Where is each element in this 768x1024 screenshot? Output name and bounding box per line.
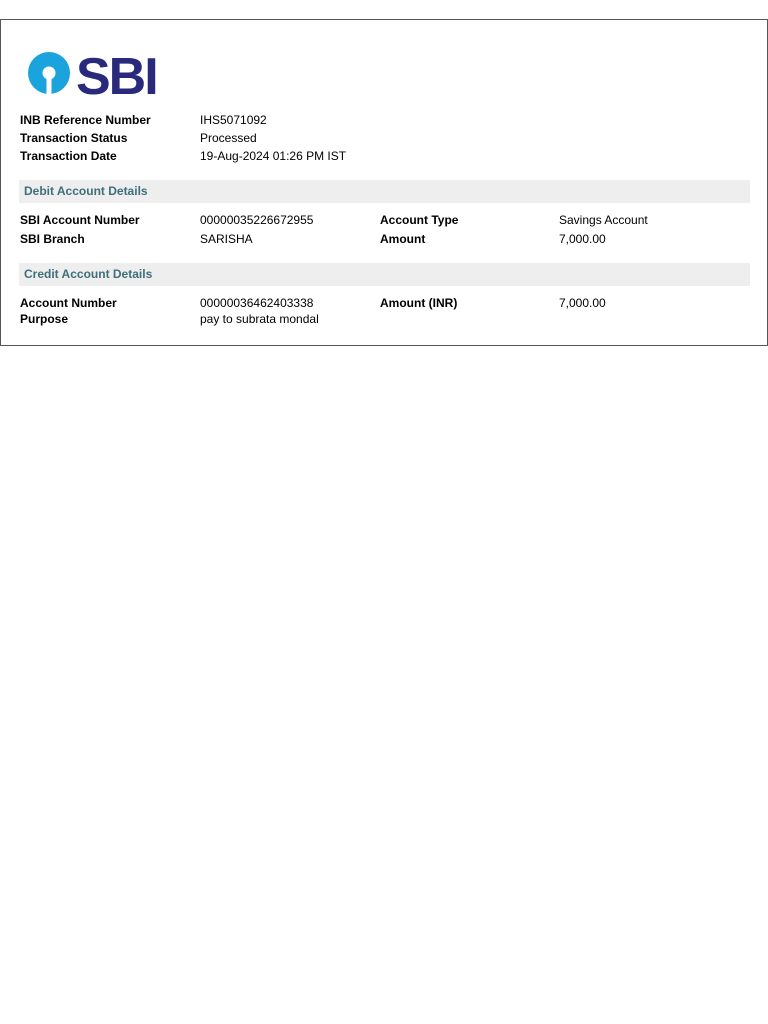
sbi-wordmark: SBI	[76, 49, 157, 97]
reference-number-label: INB Reference Number	[20, 113, 151, 127]
transaction-date-value: 19-Aug-2024 01:26 PM IST	[200, 149, 347, 163]
credit-amount-label: Amount (INR)	[380, 296, 458, 310]
sbi-logo	[27, 49, 159, 97]
transaction-date-label: Transaction Date	[20, 149, 117, 163]
debit-amount-label: Amount	[380, 232, 426, 246]
purpose-value: pay to subrata mondal	[200, 312, 319, 326]
transaction-receipt	[0, 19, 768, 346]
branch-value: SARISHA	[200, 232, 253, 246]
credit-amount-value: 7,000.00	[559, 296, 606, 310]
debit-amount-value: 7,000.00	[559, 232, 606, 246]
credit-account-number-label: Account Number	[20, 296, 117, 310]
debit-section-header	[19, 180, 750, 203]
debit-account-number-value: 00000035226672955	[200, 213, 314, 227]
credit-section-title: Credit Account Details	[24, 267, 153, 281]
credit-account-number-value: 00000036462403338	[200, 296, 314, 310]
account-type-label: Account Type	[380, 213, 459, 227]
account-type-value: Savings Account	[559, 213, 648, 227]
purpose-label: Purpose	[20, 312, 69, 326]
transaction-status-value: Processed	[200, 131, 257, 145]
keyhole-icon	[28, 52, 70, 94]
debit-section-title: Debit Account Details	[24, 184, 148, 198]
credit-section-header	[19, 263, 750, 286]
debit-account-number-label: SBI Account Number	[20, 213, 140, 227]
reference-number-value: IHS5071092	[200, 113, 267, 127]
transaction-status-label: Transaction Status	[20, 131, 128, 145]
branch-label: SBI Branch	[20, 232, 85, 246]
